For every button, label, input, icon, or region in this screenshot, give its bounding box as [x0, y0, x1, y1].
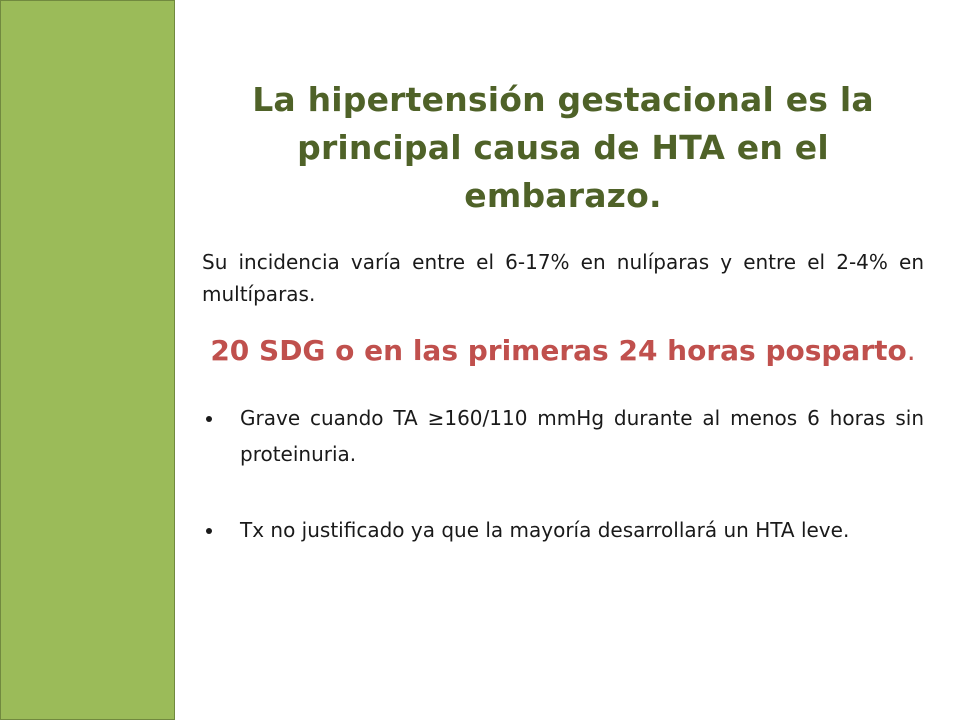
slide-title: La hipertensión gestacional es la principal causa de HTA en el embarazo. — [252, 80, 874, 215]
bullet-icon — [206, 528, 212, 534]
bullet-list — [202, 400, 924, 548]
bullet-text: Tx no justificado ya que la mayoría desarrollará un HTA leve. — [240, 518, 850, 542]
bullet-text: Grave cuando TA ≥160/110 mmHg durante al menos 6 horas sin proteinuria. — [240, 406, 924, 466]
highlight-main: 20 SDG o en las primeras 24 horas posparto — [210, 334, 907, 367]
incidence-paragraph: Su incidencia varía entre el 6-17% en nulíparas y entre el 2-4% en multíparas. — [202, 250, 924, 306]
slide-content — [202, 76, 924, 548]
bullet-item — [202, 400, 924, 472]
bullet-item — [202, 512, 924, 548]
highlight-text — [202, 328, 924, 374]
bullet-icon — [206, 416, 212, 422]
green-sidebar-bar — [0, 0, 175, 720]
highlight-period: . — [906, 334, 916, 367]
